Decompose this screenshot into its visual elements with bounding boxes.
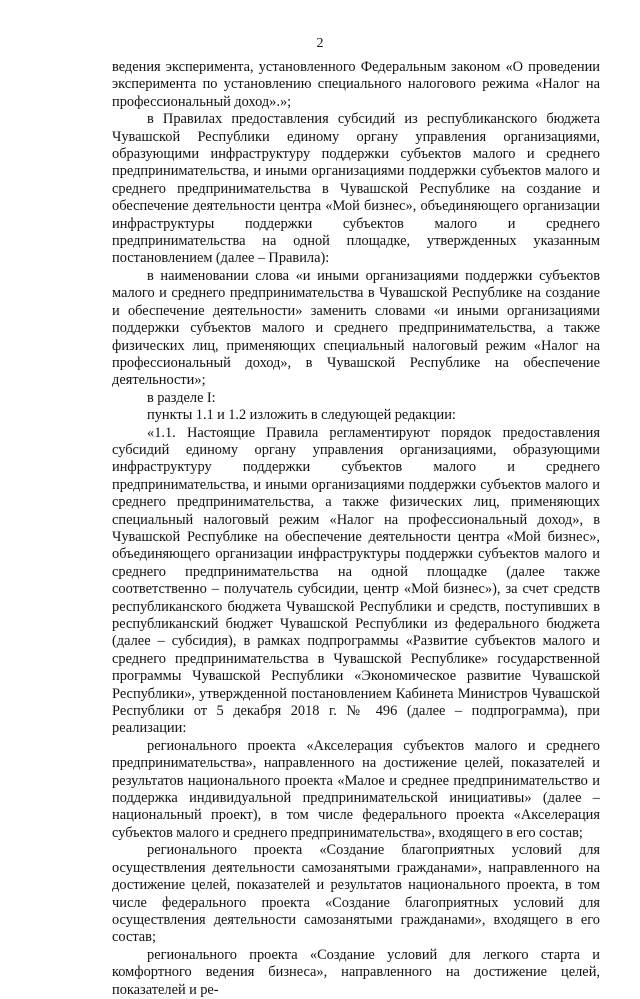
paragraph-continuation: ведения эксперимента, установленного Федеральным законом «О проведении эксперимента по установлению специального налогового режима «Налог на профессиональный доход».»; bbox=[112, 59, 600, 110]
paragraph-section-reference: в разделе I: bbox=[147, 389, 216, 406]
paragraph-project-easy-start: регионального проекта «Создание условий для легкого старта и комфортного ведения бизнеса», направленного на достижение целей, показателей и ре- bbox=[112, 946, 600, 998]
document-body bbox=[112, 59, 600, 999]
paragraph-items-instruction: пункты 1.1 и 1.2 изложить в следующей редакции: bbox=[147, 407, 456, 424]
paragraph-title-amendment: в наименовании слова «и иными организациями поддержки субъектов малого и среднего предпринимательства в Чувашской Республике на создание и обеспечение деятельности» заменить словами «и иными организациями поддержки субъектов малого и среднего предпринимательства, а также физических лиц, применяющих специальный налоговый режим «Налог на профессиональный доход», в Чувашской Республике на обеспечение деятельности»; bbox=[112, 267, 600, 389]
paragraph-project-self-employed: регионального проекта «Создание благоприятных условий для осуществления деятельности самозанятыми гражданами», направленного на достижение целей, показателей и результатов национального проекта, в том числе федерального проекта «Создание благоприятных условий для осуществления деятельности самозанятыми гражданами», входящего в его состав; bbox=[112, 842, 600, 946]
paragraph-project-acceleration: регионального проекта «Акселерация субъектов малого и среднего предпринимательства», направленного на достижение целей, показателей и результатов национального проекта «Малое и среднее предпринимательство и поддержка индивидуальной предпринимательской инициативы» (далее – национальный проект), в том числе федерального проекта «Акселерация субъектов малого и среднего предпринимательства», входящего в его состав; bbox=[112, 737, 600, 841]
paragraph-item-1-1: «1.1. Настоящие Правила регламентируют порядок предоставления субсидий единому органу управления организациями, образующими инфраструктуру поддержки субъектов малого и среднего предпринимательства, и иными организациями поддержки субъектов малого и среднего предпринимательства, а также физических лиц, применяющих специальный налоговый режим «Налог на профессиональный доход», в Чувашской Республике на обеспечение деятельности центра «Мой бизнес», объединяющего организации инфраструктуры поддержки субъектов малого и среднего предпринимательства на одной площадке (далее также соответственно – получатель субсидии, центр «Мой бизнес»), за счет средств республиканского бюджета Чувашской Республики и средств, поступивших в республиканский бюджет Чувашской Республики из федерального бюджета (далее – субсидия), в рамках подпрограммы «Развитие субъектов малого и среднего предпринимательства в Чувашской Республике» государственной программы Чувашской Республики «Экономическое развитие Чувашской Республики», утвержденной постановлением Кабинета Министров Чувашской Республики от 5 декабря 2018 г. № 496 (далее – подпрограмма), при реализации: bbox=[112, 424, 600, 737]
paragraph-rules-amendment: в Правилах предоставления субсидий из республиканского бюджета Чувашской Республики единому органу управления организациями, образующими инфраструктуру поддержки субъектов малого и среднего предпринимательства, и иными организациями поддержки субъектов малого и среднего предпринимательства в Чувашской Республике на создание и обеспечение деятельности центра «Мой бизнес», объединяющего организации инфраструктуры поддержки субъектов малого и среднего предпринимательства на одной площадке, утвержденных указанным постановлением (далее – Правила): bbox=[112, 111, 600, 267]
page-number: 2 bbox=[316, 36, 324, 51]
